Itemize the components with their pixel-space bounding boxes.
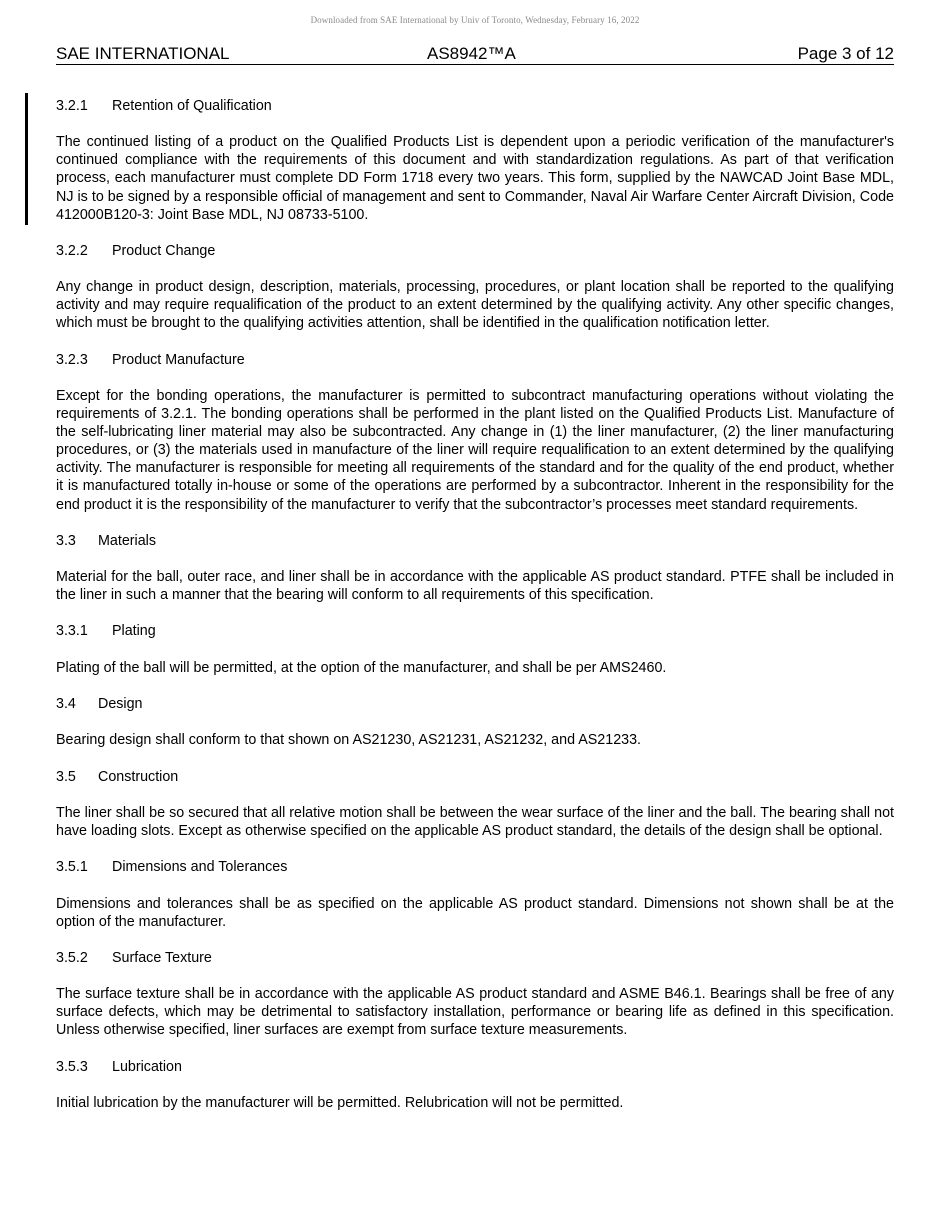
section-paragraph: Bearing design shall conform to that shown on AS21230, AS21231, AS21232, and AS21233.	[56, 732, 642, 749]
section-paragraph: Initial lubrication by the manufacturer will be permitted. Relubrication will not be permitted.	[56, 1094, 624, 1111]
section-number: 3.4	[56, 696, 76, 713]
section-heading	[56, 949, 894, 967]
section-heading	[56, 351, 894, 369]
section-heading	[56, 858, 894, 876]
section-number: 3.3.1	[56, 623, 88, 640]
section-title: Lubrication	[112, 1058, 182, 1075]
section-number: 3.5	[56, 768, 76, 785]
section-number: 3.2.3	[56, 351, 88, 368]
section-paragraph: Material for the ball, outer race, and liner shall be in accordance with the applicable AS product standard. PTFE shall be included in the liner in such a manner that the bearing will conform to all requirements of this specification.	[56, 569, 894, 604]
section-heading	[56, 242, 894, 260]
section-title: Plating	[112, 623, 156, 640]
section-heading	[56, 532, 894, 550]
section-number: 3.2.2	[56, 242, 88, 259]
section-number: 3.5.3	[56, 1058, 88, 1075]
revision-change-bar	[25, 93, 28, 225]
section-paragraph: The continued listing of a product on the Qualified Products List is dependent upon a periodic verification of the manufacturer's continued compliance with the requirements of this document and with standardization regulations. As part of that verification process, each manufacturer must complete DD Form 1718 every two years. This form, supplied by the NAWCAD Joint Base MDL, NJ is to be signed by a responsible official of management and sent to Commander, Naval Air Warfare Center Aircraft Division, Code 412000B120-3: Joint Base MDL, NJ 08733-5100.	[56, 134, 894, 223]
section-title: Product Manufacture	[112, 351, 245, 368]
page-header	[56, 44, 894, 65]
download-watermark: Downloaded from SAE International by Univ of Toronto, Wednesday, February 16, 2022	[310, 15, 640, 25]
document-body	[56, 97, 894, 1130]
header-organization: SAE INTERNATIONAL	[56, 44, 230, 63]
section-paragraph: Dimensions and tolerances shall be as specified on the applicable AS product standard. Dimensions not shown shall be at the option of the manufacturer.	[56, 895, 894, 930]
section-title: Retention of Qualification	[112, 98, 272, 114]
section-heading	[56, 768, 894, 786]
section-title: Surface Texture	[112, 949, 212, 966]
section-paragraph: The liner shall be so secured that all relative motion shall be between the wear surface of the liner and the ball. The bearing shall not have loading slots. Except as otherwise specified on the applicable AS product standard, the details of the design shall be optional.	[56, 804, 894, 839]
section-number: 3.5.2	[56, 949, 88, 966]
section-paragraph: The surface texture shall be in accordance with the applicable AS product standard and ASME B46.1. Bearings shall be free of any surface defects, which may be detrimental to satisfactory installation, performance or bearing life as defined in this specification. Unless otherwise specified, liner surfaces are exempt from surface texture measurements.	[56, 986, 894, 1039]
section-heading	[56, 695, 894, 713]
header-page-number: Page 3 of 12	[797, 44, 894, 63]
section-title: Design	[98, 696, 143, 713]
section-paragraph: Except for the bonding operations, the manufacturer is permitted to subcontract manufacturing operations without violating the requirements of 3.2.1. The bonding operations shall be performed in the plant listed on the Qualified Products List. Manufacture of the self-lubricating liner material may also be subcontracted. Any change in (1) the liner manufacturer, (2) the liner manufacturing procedures, or (3) the materials used in manufacture of the liner will require requalification to an extent determined by the qualifying activity. The manufacturer is responsible for meeting all requirements of the standard and for the quality of the end product, whether it is manufactured totally in-house or some of the operations are performed by a subcontractor. Inherent in the responsibility for the end product it is the responsibility of the manufacturer to verify that the subcontractor’s processes meet standard requirements.	[56, 387, 894, 513]
section-number: 3.3	[56, 532, 76, 549]
section-title: Construction	[98, 768, 179, 785]
section-title: Materials	[98, 532, 156, 549]
section-paragraph: Plating of the ball will be permitted, at the option of the manufacturer, and shall be per AMS2460.	[56, 659, 667, 676]
section-heading	[56, 622, 894, 640]
section-heading	[56, 97, 894, 115]
header-document-id: AS8942™A	[427, 44, 516, 63]
section-number: 3.5.1	[56, 859, 88, 876]
section-heading	[56, 1058, 894, 1076]
section-title: Product Change	[112, 242, 216, 259]
section-title: Dimensions and Tolerances	[112, 859, 288, 876]
section-paragraph: Any change in product design, description, materials, processing, procedures, or plant location shall be reported to the qualifying activity and may require requalification of the product to an extent determined by the qualifying activity. Any other specific changes, which must be brought to the qualifying activities attention, shall be identified in the qualification notification letter.	[56, 279, 894, 332]
section-number: 3.2.1	[56, 98, 88, 114]
